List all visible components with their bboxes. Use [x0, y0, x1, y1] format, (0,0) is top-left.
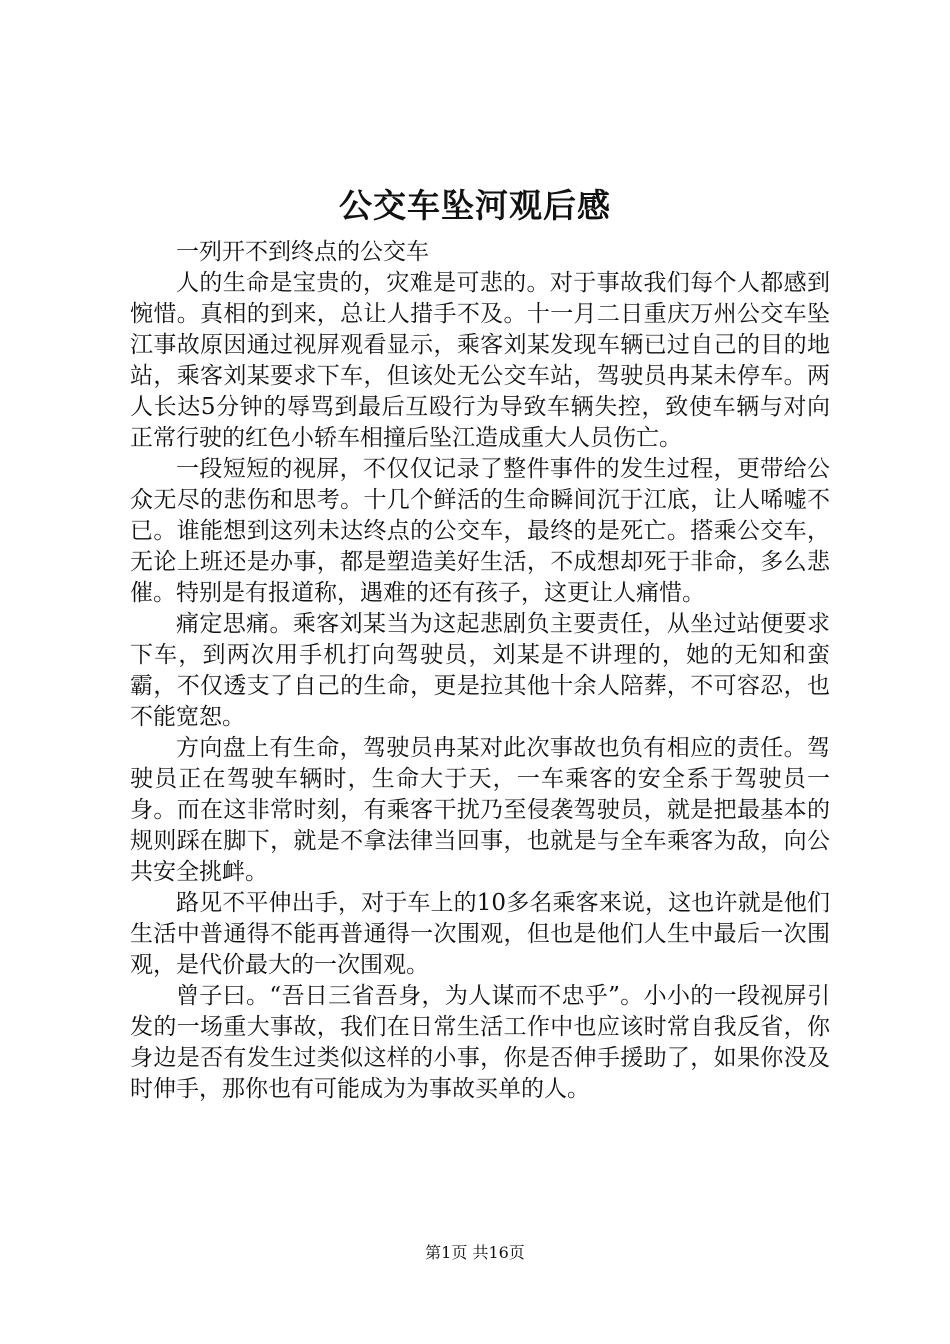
- body-paragraph-5: 路见不平伸出手，对于车上的10多名乘客来说，这也许就是他们生活中普通得不能再普通得一次围观，但也是他们人生中最后一次围观，是代价最大的一次围观。: [130, 890, 830, 978]
- body-paragraph-2: 一段短短的视屏，不仅仅记录了整件事件的发生过程，更带给公众无尽的悲伤和思考。十几个鲜活的生命瞬间沉于江底，让人唏嘘不已。谁能想到这列未达终点的公交车，最终的是死亡。搭乘公交车，无论上班还是办事，都是塑造美好生活，不成想却死于非命，多么悲催。特别是有报道称，遇难的还有孩子，这更让人痛惜。: [130, 456, 830, 606]
- document-body: [130, 237, 830, 1105]
- body-paragraph-1: 人的生命是宝贵的，灾难是可悲的。对于事故我们每个人都感到惋惜。真相的到来，总让人措手不及。十一月二日重庆万州公交车坠江事故原因通过视屏观看显示，乘客刘某发现车辆已过自己的目的地站，乘客刘某要求下车，但该处无公交车站，驾驶员冉某未停车。两人长达5分钟的辱骂到最后互殴行为导致车辆失控，致使车辆与对向正常行驶的红色小轿车相撞后坠江造成重大人员伤亡。: [130, 270, 830, 451]
- body-paragraph-6: 曾子曰。“吾日三省吾身，为人谋而不忠乎”。小小的一段视屏引发的一场重大事故，我们在日常生活工作中也应该时常自我反省，你身边是否有发生过类似这样的小事，你是否伸手援助了，如果你没及时伸手，那你也有可能成为为事故买单的人。: [130, 983, 830, 1102]
- page-footer: 第1页 共16页: [425, 1243, 525, 1262]
- subtitle-paragraph: 一列开不到终点的公交车: [176, 239, 429, 265]
- body-paragraph-3: 痛定思痛。乘客刘某当为这起悲剧负主要责任，从坐过站便要求下车，到两次用手机打向驾驶员，刘某是不讲理的，她的无知和蛮霸，不仅透支了自己的生命，更是拉其他十余人陪葬，不可容忍，也不能宽恕。: [130, 611, 830, 730]
- page-title: 公交车坠河观后感: [339, 186, 611, 225]
- body-paragraph-4: 方向盘上有生命，驾驶员冉某对此次事故也负有相应的责任。驾驶员正在驾驶车辆时，生命大于天，一车乘客的安全系于驾驶员一身。而在这非常时刻，有乘客干扰乃至侵袭驾驶员，就是把最基本的规则踩在脚下，就是不拿法律当回事，也就是与全车乘客为敌，向公共安全挑衅。: [130, 735, 830, 885]
